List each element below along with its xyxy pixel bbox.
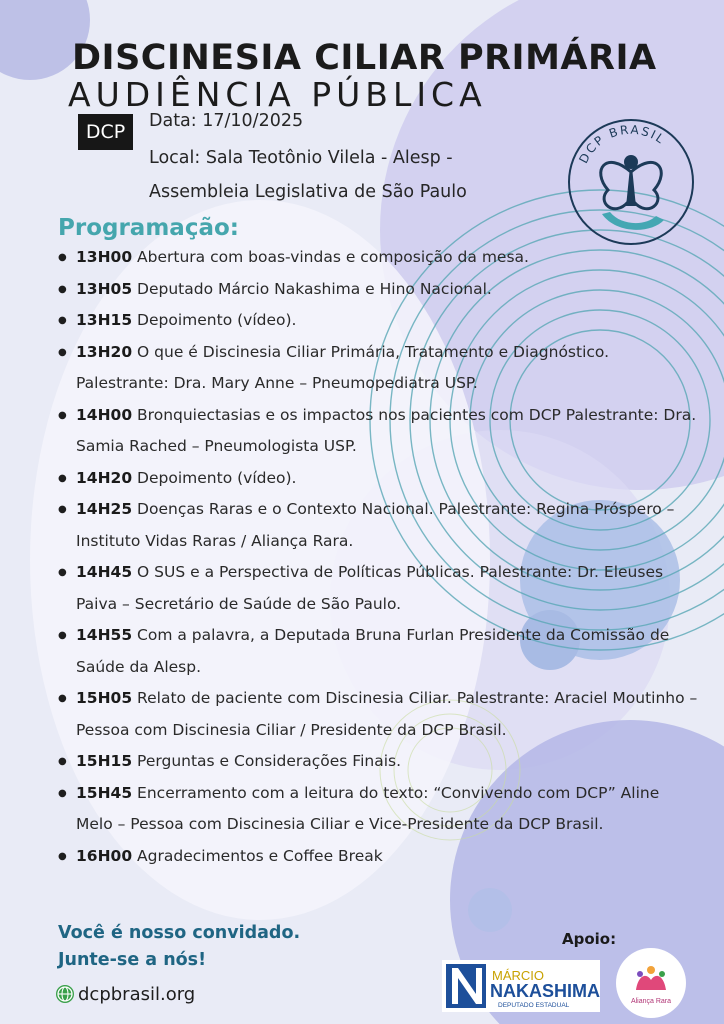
list-item	[58, 778, 698, 841]
item-time: 15H45	[76, 783, 133, 802]
item-time: 14H55	[76, 626, 133, 644]
item-text: Deputado Márcio Nakashima e Hino Nacional.	[132, 279, 492, 298]
invitation	[58, 920, 300, 974]
support-label: Apoio:	[562, 930, 617, 948]
program-list	[58, 242, 698, 872]
logo-text: DCP BRASIL	[576, 122, 669, 166]
list-item	[58, 841, 698, 873]
list-item	[58, 620, 698, 683]
item-time: 14H20	[76, 468, 133, 487]
invite-line2: Junte-se a nós!	[58, 950, 207, 970]
list-item	[58, 337, 698, 400]
dcp-brasil-logo	[566, 110, 696, 250]
sponsor1-line2: NAKASHIMA	[490, 981, 600, 1001]
dcp-badge: DCP	[78, 114, 133, 150]
program-title: Programação:	[58, 215, 239, 241]
invite-line1: Você é nosso convidado.	[58, 923, 301, 943]
item-time: 13H05	[76, 279, 133, 298]
item-time: 14H25	[76, 500, 133, 518]
item-text: O que é Discinesia Ciliar Primária, Tratamento e Diagnóstico. Palestrante: Dra. Mary Anne – Pneumopediatra USP.	[76, 342, 610, 392]
item-text: O SUS e a Perspectiva de Políticas Públicas. Palestrante: Dr. Eleuses Paiva – Secretário de Saúde de São Paulo.	[76, 563, 664, 613]
list-item	[58, 683, 698, 746]
list-item	[58, 494, 698, 557]
item-time: 15H05	[76, 689, 133, 707]
item-text: Agradecimentos e Coffee Break	[132, 846, 383, 865]
item-text: Com a palavra, a Deputada Bruna Furlan Presidente da Comissão de Saúde da Alesp.	[76, 626, 670, 676]
list-item	[58, 746, 698, 778]
sponsor-alianca-rara-logo	[616, 948, 686, 1018]
item-time: 15H15	[76, 752, 133, 770]
item-time: 14H00	[76, 405, 133, 424]
globe-icon	[56, 985, 74, 1003]
sponsor1-line3: DEPUTADO ESTADUAL	[498, 1002, 570, 1009]
item-text: Bronquiectasias e os impactos nos pacientes com DCP Palestrante: Dra. Samia Rached – Pneumologista USP.	[76, 405, 697, 455]
item-text: Perguntas e Considerações Finais.	[132, 752, 402, 770]
item-time: 13H20	[76, 342, 133, 361]
sponsor-nakashima-logo	[442, 960, 600, 1012]
list-item	[58, 463, 698, 495]
website-link[interactable]	[56, 984, 195, 1005]
event-subtitle: AUDIÊNCIA PÚBLICA	[68, 75, 487, 114]
event-date: Data: 17/10/2025	[149, 111, 304, 131]
sponsor1-line1: MÁRCIO	[492, 968, 544, 983]
website-text: dcpbrasil.org	[78, 984, 196, 1005]
event-place-line1: Local: Sala Teotônio Vilela - Alesp -	[149, 148, 453, 168]
item-text: Doenças Raras e o Contexto Nacional. Palestrante: Regina Próspero – Instituto Vidas Raras / Aliança Rara.	[76, 500, 675, 550]
list-item	[58, 274, 698, 306]
list-item	[58, 242, 698, 274]
list-item	[58, 400, 698, 463]
item-text: Depoimento (vídeo).	[132, 468, 297, 487]
list-item	[58, 557, 698, 620]
item-time: 14H45	[76, 563, 133, 581]
item-time: 13H00	[76, 248, 133, 266]
item-text: Encerramento com a leitura do texto: “Convivendo com DCP” Aline Melo – Pessoa com Discinesia Ciliar e Vice-Presidente da DCP Brasil.	[76, 783, 660, 833]
item-time: 13H15	[76, 311, 133, 329]
list-item	[58, 305, 698, 337]
sponsor2-name: Aliança Rara	[630, 998, 672, 1005]
item-time: 16H00	[76, 846, 133, 865]
event-place-line2: Assembleia Legislativa de São Paulo	[149, 182, 467, 202]
event-title: DISCINESIA CILIAR PRIMÁRIA	[72, 38, 657, 78]
item-text: Relato de paciente com Discinesia Ciliar. Palestrante: Araciel Moutinho – Pessoa com Discinesia Ciliar / Presidente da DCP Brasil.	[76, 689, 698, 739]
item-text: Depoimento (vídeo).	[132, 311, 297, 329]
item-text: Abertura com boas-vindas e composição da mesa.	[132, 248, 529, 266]
